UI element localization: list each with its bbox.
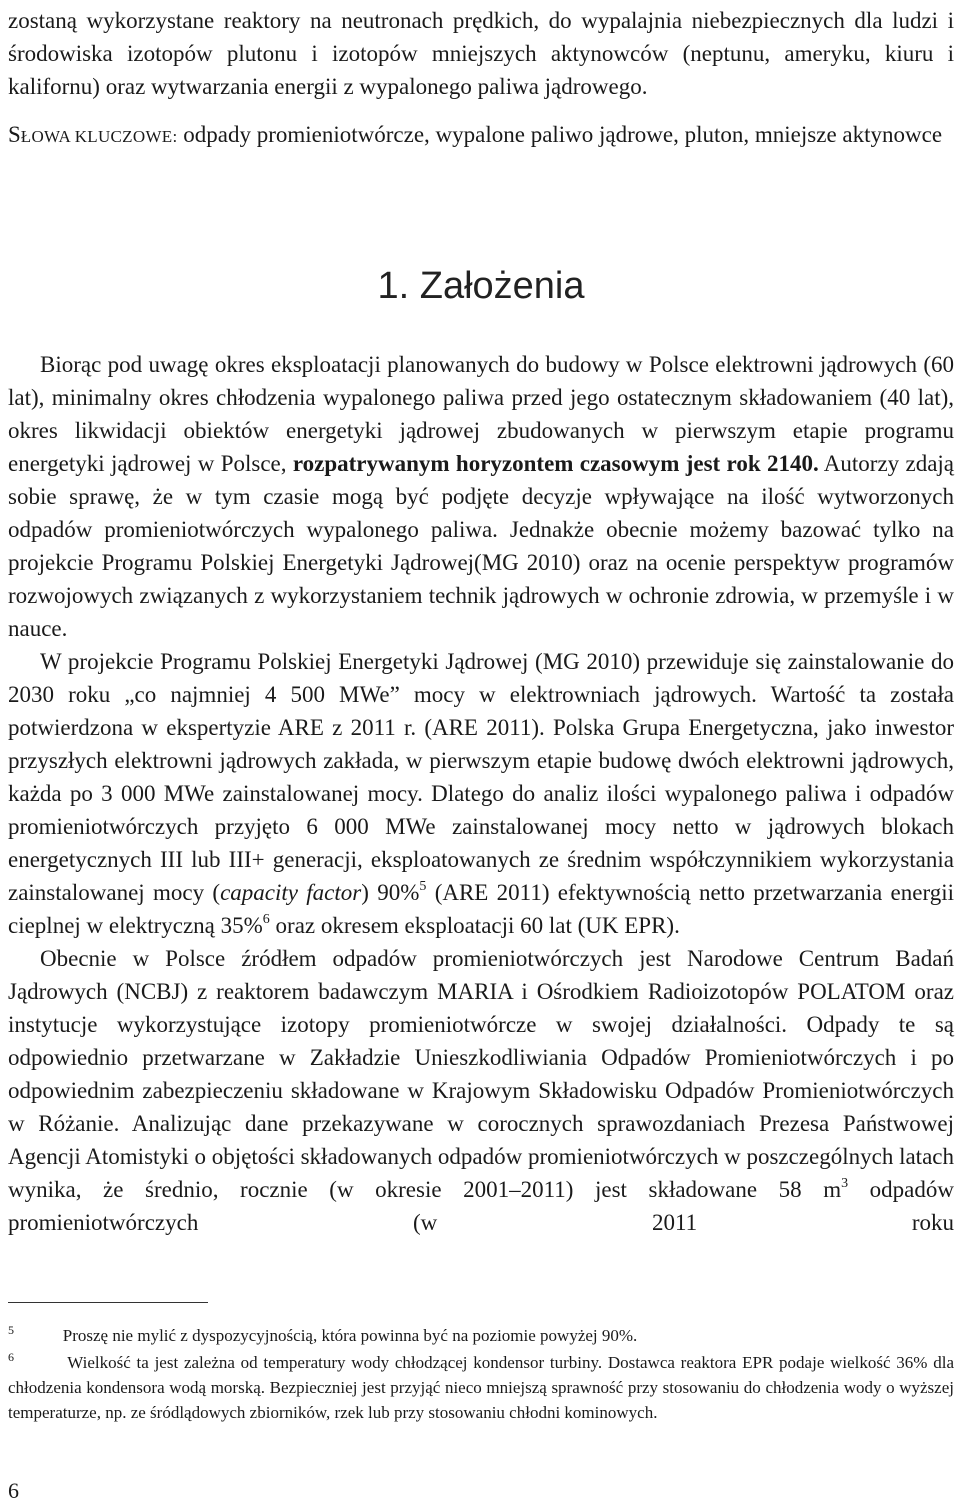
footnote-divider xyxy=(8,1302,208,1303)
footnote-6 xyxy=(8,1350,954,1425)
paragraph-1-text-a: Biorąc pod uwagę okres eksploatacji planowanych do budowy w Polsce elektrowni jądrowych (60 lat), minimalny okres chłodzenia wypalonego paliwa przed jego ostatecznym składowaniem (40 lat), okres likwidacji obiektów energetyki jądrowej zbudowanych w pierwszym etapie programu energetyki jądrowej w Polsce, xyxy=(8,352,954,476)
footnote-5 xyxy=(8,1323,954,1348)
paragraph-2-text-d: oraz okresem eksploatacji 60 lat (UK EPR). xyxy=(269,913,680,938)
keywords-label: SŁOWA KLUCZOWE: xyxy=(8,122,178,147)
page-number: 6 xyxy=(8,1478,19,1503)
section-body xyxy=(8,348,954,1239)
paragraph-3-text-b: odpadów promieniotwórczych (w 2011 roku xyxy=(8,1177,954,1235)
footnote-6-text: Wielkość ta jest zależna od temperatury wody chłodzącej kondensor turbiny. Dostawca reaktora EPR podaje wielkość 36% dla chłodzenia kondensora wodą morską. Bezpieczniej jest przyjąć nieco mniejszą sprawność przy stosowaniu do chłodzenia wody o wyższej temperaturze, np. ze śródlądowych zbiorników, rzek lub przy stosowaniu chłodni kominowych. xyxy=(8,1353,954,1422)
paragraph-1-text-b: Autorzy zdają sobie sprawę, że w tym czasie mogą być podjęte decyzje wpływające na ilość wytworzonych odpadów promieniotwórczych wypalonego paliwa. Jednakże obecnie możemy bazować tylko na projekcie Programu Polskiej Energetyki Jądrowej(MG 2010) oraz na ocenie perspektyw programów rozwojowych związanych z wykorzystaniem technik jądrowych w ochronie zdrowia, w przemyśle i w nauce. xyxy=(8,451,954,641)
intro-paragraph-end xyxy=(8,4,954,103)
paragraph-1 xyxy=(8,348,954,645)
footnote-ref-6[interactable]: 6 xyxy=(262,912,270,927)
footnote-ref-5[interactable]: 5 xyxy=(419,879,427,894)
paragraph-2-text-c: (ARE 2011) efektywnością netto przetwarzania energii cieplnej w elektryczną 35% xyxy=(8,880,954,938)
paragraph-2-text-a: W projekcie Programu Polskiej Energetyki Jądrowej (MG 2010) przewiduje się zainstalowanie do 2030 roku „co najmniej 4 500 MWe” mocy w elektrowniach jądrowych. Wartość ta została potwierdzona w ekspertyzie ARE z 2011 r. (ARE 2011). Polska Grupa Energetyczna, jako inwestor przyszłych elektrowni jądrowych zakłada, w pierwszym etapie budowę dwóch elektrowni jądrowych, każda po 3 000 MWe zainstalowanej mocy. Dlatego do analiz ilości wypalonego paliwa i odpadów promieniotwórczych przyjęto 6 000 MWe zainstalowanej mocy netto w jądrowych blokach energetycznych III lub III+ generacji, eksploatowanych ze średnim współczynnikiem wykorzystania zainstalowanej mocy ( xyxy=(8,649,954,905)
paragraph-2-text-b: ) 90% xyxy=(361,880,420,905)
paragraph-1-bold: rozpatrywanym horyzontem czasowym jest rok 2140. xyxy=(292,451,819,476)
paragraph-2 xyxy=(8,645,954,942)
paragraph-3 xyxy=(8,942,954,1239)
footnote-5-number: 5 xyxy=(8,1323,14,1337)
footnote-6-number: 6 xyxy=(8,1350,14,1364)
keywords-line xyxy=(8,118,942,153)
superscript-3: 3 xyxy=(841,1176,849,1191)
section-title: 1. Założenia xyxy=(377,265,585,308)
paragraph-3-text-a: Obecnie w Polsce źródłem odpadów promieniotwórczych jest Narodowe Centrum Badań Jądrowych (NCBJ) z reaktorem badawczym MARIA i Ośrodkiem Radioizotopów POLATOM oraz instytucje wykorzystujące izotopy promieniotwórcze w swojej działalności. Odpady te są odpowiednio przetwarzane w Zakładzie Unieszkodliwiania Odpadów Promieniotwórczych i po odpowiednim zabezpieczeniu składowane w Krajowym Składowisku Odpadów Promieniotwórczych w Różanie. Analizując dane przekazywane w corocznych sprawozdaniach Prezesa Państwowej Agencji Atomistyki o objętości składowanych odpadów promieniotwórczych w poszczególnych latach wynika, że średnio, rocznie (w okresie 2001–2011) jest składowane 58 m xyxy=(8,946,954,1202)
keywords-text: odpady promieniotwórcze, wypalone paliwo jądrowe, pluton, mniejsze aktynowce xyxy=(183,122,943,147)
intro-text: zostaną wykorzystane reaktory na neutronach prędkich, do wypalajnia niebezpiecznych dla ludzi i środowiska izotopów plutonu i izotopów mniejszych aktynowców (neptunu, ameryku, kiuru i kalifornu) oraz wytwarzania energii z wypalonego paliwa jądrowego. xyxy=(8,8,954,99)
paragraph-2-italic: capacity factor xyxy=(220,880,362,905)
footnote-5-text: Proszę nie mylić z dyspozycyjnością, która powinna być na poziomie powyżej 90%. xyxy=(62,1326,638,1345)
